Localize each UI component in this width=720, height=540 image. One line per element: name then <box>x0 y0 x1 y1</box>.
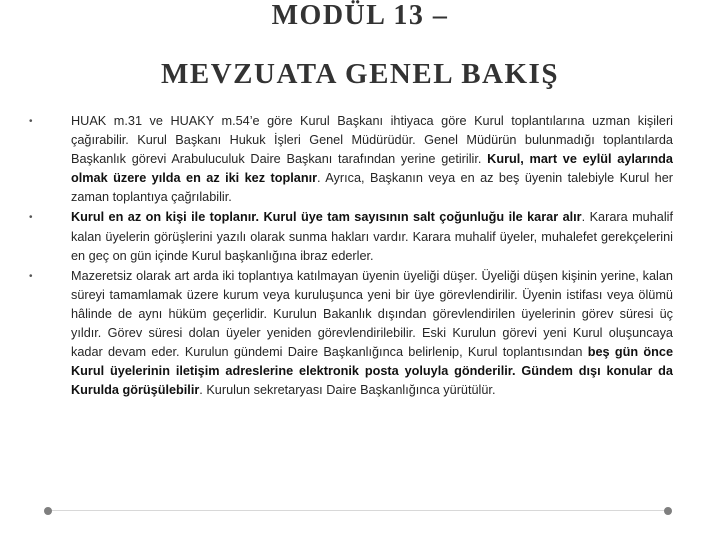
text-segment: . Ayrıca, Başkanın veya en az beş üyenin talebiyle Kurul her zaman toplantıya çağrılabilir. <box>71 171 674 205</box>
text-segment: . Karara muhalif kalan üyelerin görüşlerini yazılı olarak sunma hakları vardır. Karara muhalif üyeler, muhalefet gerekçelerini en geç on gün içinde Kurul başkanlığına ibraz ederler. <box>71 210 673 263</box>
bold-text-segment: Kurul en az on kişi ile toplanır. Kurul üye tam sayısının salt çoğunluğu ile karar alır <box>71 210 582 225</box>
text-segment: Mazeretsiz olarak art arda iki toplantıya katılmayan üyenin üyeliği düşer. Üyeliği düşen kişinin yerine, kalan süreyi tamamlamak üzere kurum veya kuruluşunca yeni bir üye görevlendirilir. Üyenin istifası veya ölümü hâlinde de aynı hüküm geçerlidir. Kurulun Bakanlık dışından görevlendirilen üyelerinin görev süresi üç yıldır. Görev süresi dolan üyeler yeniden görevlendirilebilir. Eski Kurulun görevi yeni Kurul oluşuncaya kadar devam eder. Kurulun gündemi Daire Başkanlığınca belirlenip, Kurul toplantısından <box>71 268 673 360</box>
bullet-text <box>71 267 673 401</box>
footer-left-dot-icon <box>44 507 52 515</box>
bullet-text <box>71 112 673 207</box>
bullet-marker: • <box>29 212 33 224</box>
text-segment: . Kurulun sekretaryası Daire Başkanlığınca yürütülür. <box>199 383 496 398</box>
slide-title-line-1: MODÜL 13 – <box>271 0 449 31</box>
text-segment: HUAK m.31 ve HUAKY m.54’e göre Kurul Başkanı ihtiyaca göre Kurul toplantılarına uzman kişileri çağırabilir. Kurul Başkanı Hukuk İşleri Genel Müdürüdür. Genel Müdürün bulunmadığı toplantılarda Başkanlık görevi Arabuluculuk Daire Başkanı tarafından yerine getirilir. <box>71 114 673 167</box>
bullet-marker: • <box>29 270 33 282</box>
bold-text-segment: beş gün önce Kurul üyelerinin iletişim adreslerine elektronik posta yoluyla gönderilir. Gündem dışı konular da Kurulda görüşülebilir <box>71 345 674 398</box>
footer-divider <box>48 510 668 511</box>
bullet-item <box>27 267 673 401</box>
slide-title-line-2: MEVZUATA GENEL BAKIŞ <box>161 58 559 90</box>
bullet-item <box>27 112 673 207</box>
bold-text-segment: Kurul, mart ve eylül aylarında olmak üzere yılda en az iki kez toplanır <box>71 152 673 186</box>
bullet-marker: • <box>29 116 33 127</box>
bullet-text <box>71 208 673 265</box>
bullet-list <box>27 112 673 400</box>
bullet-item <box>27 208 673 265</box>
footer-right-dot-icon <box>664 507 672 515</box>
